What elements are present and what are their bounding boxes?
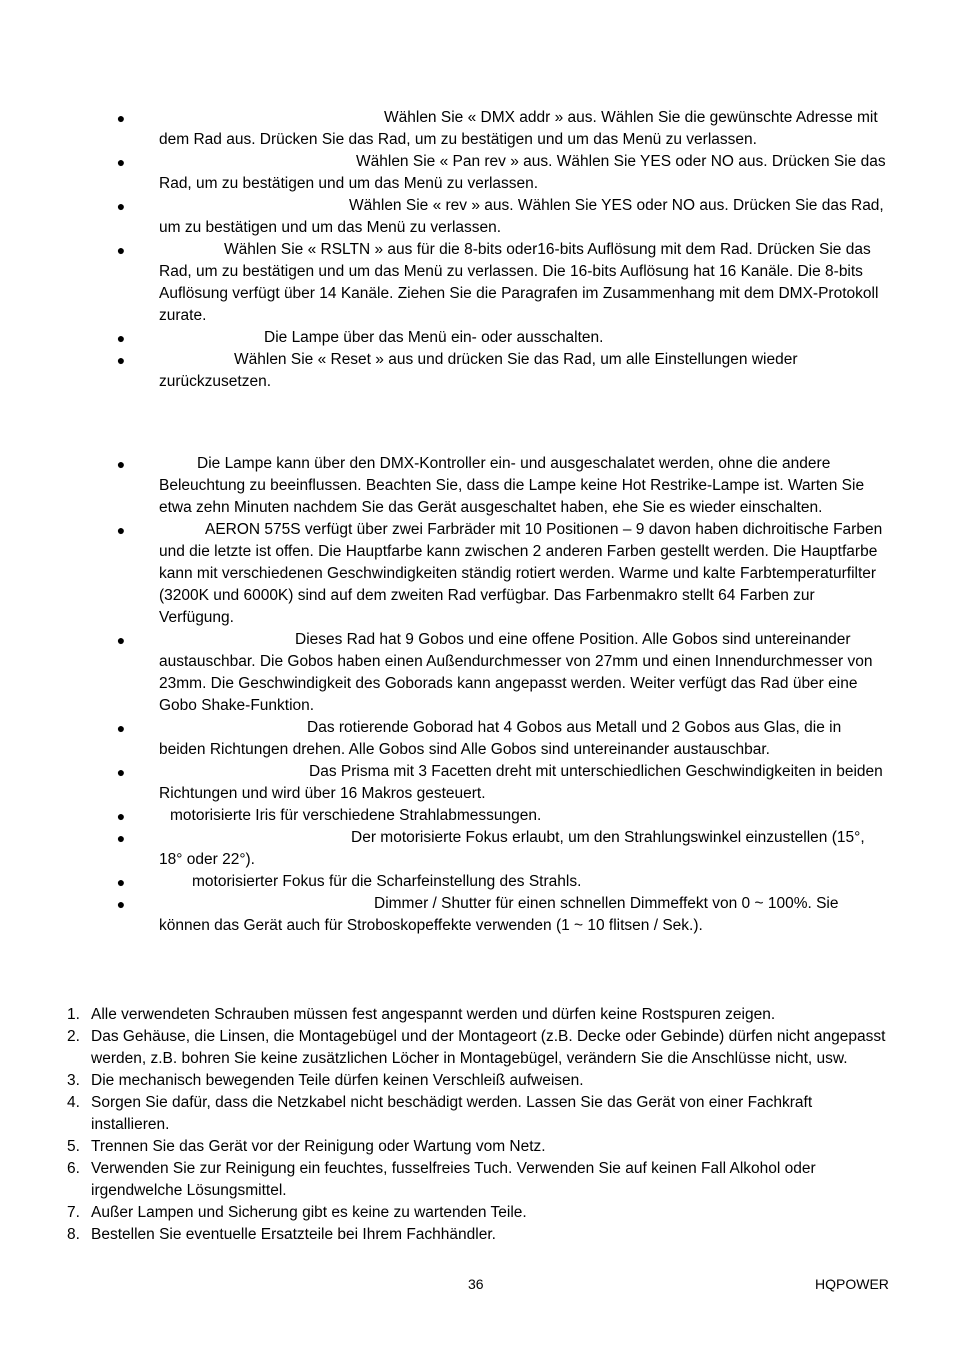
item-number: 5. [67, 1138, 80, 1155]
item-text: Wählen Sie « RSLTN » aus für die 8-bits oder16-bits Auflösung mit dem Rad. Drücken Sie das Rad, um zu bestätigen und um das Menü zu verlassen. Die 16-bits Auflösung hat 16 Kanäle. Die 8-bits Auflösung verfügt über 14 Kanäle. Ziehen Sie die Paragrafen im Zusammenhang mit dem DMX-Protokoll zurate. [159, 241, 879, 324]
list-item [0, 519, 954, 629]
item-text: Dimmer / Shutter für einen schnellen Dimmeffekt von 0 ~ 100%. Sie können das Gerät auch für Stroboskopeffekte verwenden (1 ~ 10 flitsen / Sek.). [159, 895, 839, 934]
item-number: 6. [67, 1160, 80, 1177]
item-text: motorisierter Fokus für die Scharfeinstellung des Strahls. [192, 873, 582, 890]
bullet-icon: ● [116, 198, 126, 214]
list-item [0, 349, 954, 393]
features-list [0, 453, 954, 937]
bullet-icon: ● [116, 110, 126, 126]
page-number: 36 [468, 1276, 484, 1292]
item-text: Der motorisierte Fokus erlaubt, um den Strahlungswinkel einzustellen (15°, 18° oder 22°). [159, 829, 865, 868]
item-number: 2. [67, 1028, 80, 1045]
list-item [0, 195, 954, 239]
list-item [0, 151, 954, 195]
list-item [0, 761, 954, 805]
item-text: Trennen Sie das Gerät vor der Reinigung oder Wartung vom Netz. [91, 1138, 546, 1155]
item-text: Die Lampe kann über den DMX-Kontroller ein- und ausgeschalatet werden, ohne die andere Beleuchtung zu beeinflussen. Beachten Sie, dass die Lampe keine Hot Restrike-Lampe ist. Warten Sie etwa zehn Minuten nachdem Sie das Gerät ausgeschaltet haben, ehe Sie es wieder einschalten. [159, 455, 865, 516]
item-text: Alle verwendeten Schrauben müssen fest angespannt werden und dürfen keine Rostspuren zeigen. [91, 1006, 776, 1023]
item-number: 1. [67, 1006, 80, 1023]
item-text: Wählen Sie « DMX addr » aus. Wählen Sie die gewünschte Adresse mit dem Rad aus. Drücken Sie das Rad, um zu bestätigen und um das Menü zu verlassen. [159, 109, 878, 148]
bullet-icon: ● [116, 764, 126, 780]
list-item [0, 1070, 954, 1092]
list-item [0, 327, 954, 349]
list-item [0, 827, 954, 871]
item-text: Sorgen Sie dafür, dass die Netzkabel nicht beschädigt werden. Lassen Sie das Gerät von einer Fachkraft installieren. [91, 1094, 813, 1133]
bullet-icon: ● [116, 830, 126, 846]
item-text: Das rotierende Goborad hat 4 Gobos aus Metall und 2 Gobos aus Glas, die in beiden Richtungen drehen. Alle Gobos sind Alle Gobos sind untereinander austauschbar. [159, 719, 842, 758]
bullet-icon: ● [116, 522, 126, 538]
item-text: Verwenden Sie zur Reinigung ein feuchtes, fusselfreies Tuch. Verwenden Sie auf keinen Fall Alkohol oder irgendwelche Lösungsmittel. [91, 1160, 816, 1199]
item-text: Außer Lampen und Sicherung gibt es keine zu wartenden Teile. [91, 1204, 527, 1221]
item-text: Die mechanisch bewegenden Teile dürfen keinen Verschleiß aufweisen. [91, 1072, 584, 1089]
brand-name: HQPOWER [815, 1276, 889, 1292]
list-item [0, 453, 954, 519]
item-text: motorisierte Iris für verschiedene Strahlabmessungen. [170, 807, 542, 824]
item-text: Wählen Sie « Pan rev » aus. Wählen Sie YES oder NO aus. Drücken Sie das Rad, um zu bestätigen und um das Menü zu verlassen. [159, 153, 886, 192]
list-item [0, 1026, 954, 1070]
item-text: Dieses Rad hat 9 Gobos und eine offene Position. Alle Gobos sind untereinander austauschbar. Die Gobos haben einen Außendurchmesser von 27mm und einen Innendurchmesser von 23mm. Die Geschwindigkeit des Goborads kann angepasst werden. Weiter verfügt das Rad über eine Gobo Shake-Funktion. [159, 631, 873, 714]
item-number: 7. [67, 1204, 80, 1221]
list-item [0, 1202, 954, 1224]
bullet-icon: ● [116, 242, 126, 258]
list-item [0, 629, 954, 717]
item-number: 4. [67, 1094, 80, 1111]
item-text: AERON 575S verfügt über zwei Farbräder mit 10 Positionen – 9 davon haben dichroitische Farben und die letzte ist offen. Die Hauptfarbe kann zwischen 2 anderen Farben gestellt werden. Die Hauptfarbe kann mit verschiedenen Geschwindigkeiten ständig rotiert werden. Warme und kalte Farbtemperaturfilter (3200K und 6000K) sind auf dem zweiten Rad verfügbar. Das Farbenmakro stellt 64 Farben zur Verfügung. [159, 521, 883, 626]
list-item [0, 1158, 954, 1202]
maintenance-list [0, 1004, 954, 1246]
item-number: 8. [67, 1226, 80, 1243]
item-text: Das Prisma mit 3 Facetten dreht mit unterschiedlichen Geschwindigkeiten in beiden Richtungen und wird über 16 Makros gesteuert. [159, 763, 883, 802]
item-text: Wählen Sie « Reset » aus und drücken Sie das Rad, um alle Einstellungen wieder zurückzusetzen. [159, 351, 798, 390]
list-item [0, 239, 954, 327]
list-item [0, 1092, 954, 1136]
item-text: Die Lampe über das Menü ein- oder ausschalten. [264, 329, 604, 346]
list-item [0, 805, 954, 827]
bullet-icon: ● [116, 456, 126, 472]
item-number: 3. [67, 1072, 80, 1089]
list-item [0, 1136, 954, 1158]
list-item [0, 717, 954, 761]
list-item [0, 107, 954, 151]
item-text: Wählen Sie « rev » aus. Wählen Sie YES oder NO aus. Drücken Sie das Rad, um zu bestätigen und um das Menü zu verlassen. [159, 197, 884, 236]
list-item [0, 893, 954, 937]
bullet-icon: ● [116, 330, 126, 346]
bullet-icon: ● [116, 896, 126, 912]
list-item [0, 1004, 954, 1026]
menu-settings-list [0, 107, 954, 393]
bullet-icon: ● [116, 874, 126, 890]
list-item [0, 1224, 954, 1246]
item-text: Bestellen Sie eventuelle Ersatzteile bei Ihrem Fachhändler. [91, 1226, 496, 1243]
bullet-icon: ● [116, 720, 126, 736]
bullet-icon: ● [116, 352, 126, 368]
list-item [0, 871, 954, 893]
bullet-icon: ● [116, 632, 126, 648]
bullet-icon: ● [116, 808, 126, 824]
bullet-icon: ● [116, 154, 126, 170]
item-text: Das Gehäuse, die Linsen, die Montagebügel und der Montageort (z.B. Decke oder Gebinde) dürfen nicht angepasst werden, z.B. bohren Sie keine zusätzlichen Löcher in Montagebügel, verändern Sie die Anschlüsse nicht, usw. [91, 1028, 886, 1067]
